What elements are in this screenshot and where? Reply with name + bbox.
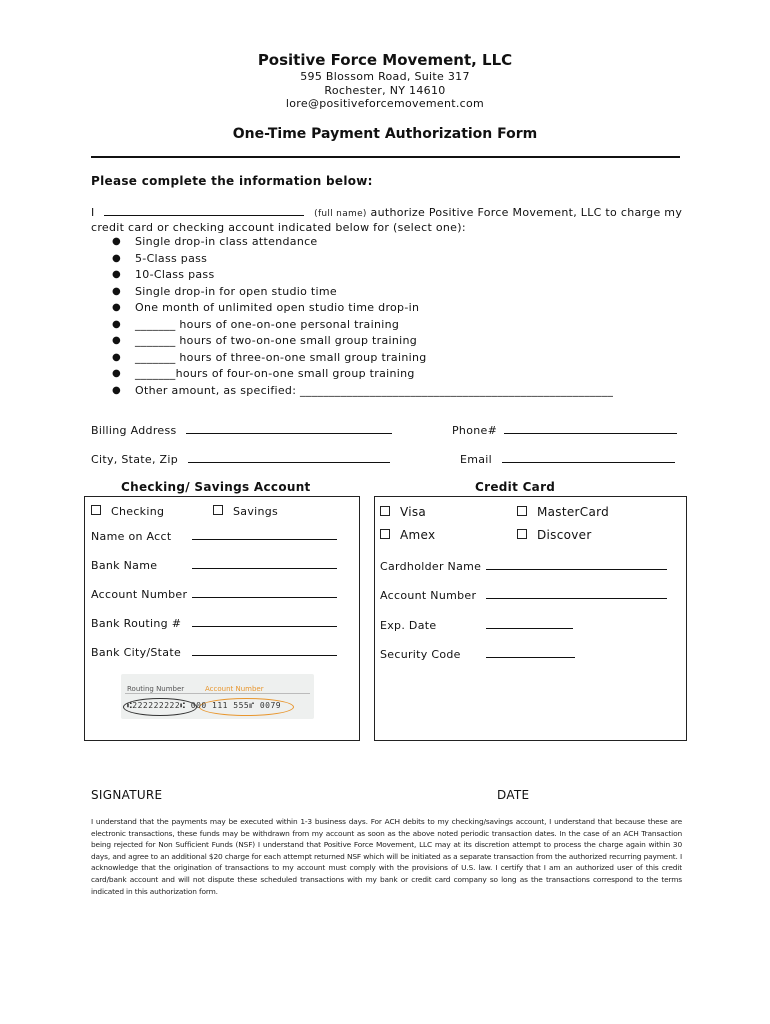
checking-field-label: Bank Name <box>91 559 158 572</box>
option-text: Other amount, as specified: ______________________________________________________ <box>135 383 614 397</box>
city-state-zip-row <box>91 451 390 466</box>
checking-checkbox[interactable] <box>91 505 101 515</box>
cheque-routing-label: Routing Number <box>127 685 185 693</box>
card-field-row <box>380 558 667 573</box>
checking-field-label: Bank Routing # <box>91 617 182 630</box>
bullet-icon: ● <box>112 302 122 313</box>
discover-option[interactable] <box>517 528 592 542</box>
email-row <box>460 451 675 466</box>
payment-option[interactable] <box>110 350 613 367</box>
cheque-account-label: Account Number <box>205 685 264 693</box>
discover-checkbox[interactable] <box>517 529 527 539</box>
card-field-input[interactable] <box>486 587 667 599</box>
email-field[interactable] <box>502 451 675 463</box>
checking-field-row <box>91 615 337 630</box>
full-name-field[interactable] <box>104 204 304 216</box>
payment-option[interactable] <box>110 300 613 317</box>
option-text: hours of two-on-one small group training <box>175 334 418 347</box>
company-email[interactable]: lore@positiveforcemovement.com <box>285 97 485 110</box>
hours-blank[interactable]: _______ <box>135 317 176 331</box>
title-divider <box>91 156 680 158</box>
visa-checkbox[interactable] <box>380 506 390 516</box>
bullet-icon: ● <box>112 252 122 264</box>
payment-option[interactable] <box>110 284 613 301</box>
card-field-label: Security Code <box>380 648 461 661</box>
cheque-example-image <box>121 674 314 719</box>
card-field-input[interactable] <box>486 558 667 570</box>
checking-option[interactable] <box>91 505 164 518</box>
hours-blank[interactable]: _______ <box>135 334 176 347</box>
city-state-zip-label: City, State, Zip <box>91 453 179 466</box>
card-field-row <box>380 587 667 602</box>
checking-field-input[interactable] <box>192 586 337 598</box>
hours-blank[interactable]: _______ <box>135 367 176 380</box>
auth-prefix: I <box>91 206 95 219</box>
email-label: Email <box>460 453 493 466</box>
bullet-icon: ● <box>112 351 122 363</box>
option-text: Single drop-in class attendance <box>135 235 318 248</box>
payment-option[interactable] <box>110 251 613 268</box>
mastercard-checkbox[interactable] <box>517 506 527 516</box>
disclaimer-text: I understand that the payments may be executed within 1-3 business days. For ACH debits to my checking/savings account, I understand that because these are electronic transactions, these funds may be withdrawn from my account as soon as the above noted periodic transaction dates. In the case of an ACH Transaction being rejected for Non Sufficient Funds (NSF) I understand that Positive Force Movement, LLC may at its discretion attempt to process the charge again within 30 days, and agree to an additional $20 charge for each attempt returned NSF which will be initiated as a separate transaction from the authorized recurring payment. I acknowledge that the origination of transactions to my account must comply with the provisions of U.S. law. I certify that I am an authorized user of this credit card/bank account and will not dispute these scheduled transactions with my bank or credit card company so long as the transactions correspond to the terms indicated in this authorization form. <box>91 817 682 896</box>
mastercard-label: MasterCard <box>537 505 610 519</box>
full-name-hint: (full name) <box>314 209 367 219</box>
visa-option[interactable] <box>380 505 426 519</box>
bullet-icon: ● <box>112 335 122 346</box>
payment-options-list <box>110 234 613 399</box>
bullet-icon: ● <box>112 318 122 330</box>
city-state-zip-field[interactable] <box>188 451 390 463</box>
hours-blank[interactable]: _______ <box>135 350 176 364</box>
payment-option[interactable] <box>110 267 613 284</box>
checking-field-row <box>91 557 337 572</box>
phone-field[interactable] <box>504 422 677 434</box>
bullet-icon: ● <box>112 384 122 396</box>
checking-field-label: Bank City/State <box>91 646 182 659</box>
cheque-divider <box>125 693 310 694</box>
address-line-2: Rochester, NY 14610 <box>324 84 446 97</box>
checking-field-row <box>91 644 337 659</box>
savings-checkbox[interactable] <box>213 505 223 515</box>
card-field-label: Exp. Date <box>380 619 437 632</box>
credit-card-heading: Credit Card <box>475 480 556 494</box>
visa-label: Visa <box>400 505 427 519</box>
bullet-icon: ● <box>112 269 122 280</box>
payment-option[interactable] <box>110 317 613 334</box>
checking-field-row <box>91 586 337 601</box>
billing-address-label: Billing Address <box>91 424 177 437</box>
checking-field-input[interactable] <box>192 644 337 656</box>
card-field-input[interactable] <box>486 617 573 629</box>
form-title: One-Time Payment Authorization Form <box>232 126 538 142</box>
card-field-label: Cardholder Name <box>380 560 482 573</box>
card-field-label: Account Number <box>380 589 477 602</box>
checking-field-input[interactable] <box>192 557 337 569</box>
amex-checkbox[interactable] <box>380 529 390 539</box>
date-label: DATE <box>497 788 530 802</box>
auth-text-1: authorize Positive Force Movement, LLC to charge my <box>370 206 683 219</box>
card-field-input[interactable] <box>486 646 575 658</box>
checking-label: Checking <box>111 505 165 518</box>
option-text: 5-Class pass <box>135 251 208 265</box>
checking-heading: Checking/ Savings Account <box>121 480 311 494</box>
signature-label: SIGNATURE <box>91 788 163 802</box>
checking-field-input[interactable] <box>192 615 337 627</box>
payment-option[interactable] <box>110 383 613 400</box>
authorization-line-1 <box>91 204 682 219</box>
discover-label: Discover <box>537 528 592 542</box>
cheque-micr-digits: ⑆222222222⑆ 000 111 555⑈ 0079 <box>127 701 282 710</box>
billing-address-row <box>91 422 392 437</box>
mastercard-option[interactable] <box>517 505 609 519</box>
option-text: Single drop-in for open studio time <box>135 284 337 298</box>
amex-label: Amex <box>400 528 436 542</box>
phone-row <box>452 422 677 437</box>
card-field-row <box>380 617 573 632</box>
company-name: Positive Force Movement, LLC <box>257 51 513 69</box>
option-text: One month of unlimited open studio time drop-in <box>135 301 420 314</box>
option-text: 10-Class pass <box>135 268 215 281</box>
amex-option[interactable] <box>380 528 435 542</box>
bullet-icon: ● <box>112 285 122 297</box>
phone-label: Phone# <box>452 424 498 437</box>
address-line-1: 595 Blossom Road, Suite 317 <box>300 70 470 83</box>
payment-option[interactable] <box>110 366 613 383</box>
bullet-icon: ● <box>112 236 122 247</box>
instructions: Please complete the information below: <box>91 174 373 188</box>
bullet-icon: ● <box>112 368 122 379</box>
savings-label: Savings <box>233 505 279 518</box>
savings-option[interactable] <box>213 505 278 518</box>
option-text: hours of one-on-one personal training <box>175 317 400 331</box>
authorization-line-2: credit card or checking account indicated below for (select one): <box>91 221 466 234</box>
option-text: hours of three-on-one small group training <box>175 350 427 364</box>
payment-option[interactable] <box>110 234 613 251</box>
checking-field-label: Account Number <box>91 588 188 601</box>
checking-field-label: Name on Acct <box>91 530 172 543</box>
checking-field-row <box>91 528 337 543</box>
checking-field-input[interactable] <box>192 528 337 540</box>
card-field-row <box>380 646 575 661</box>
billing-address-field[interactable] <box>186 422 392 434</box>
payment-option[interactable] <box>110 333 613 350</box>
option-text: hours of four-on-one small group training <box>175 367 415 380</box>
